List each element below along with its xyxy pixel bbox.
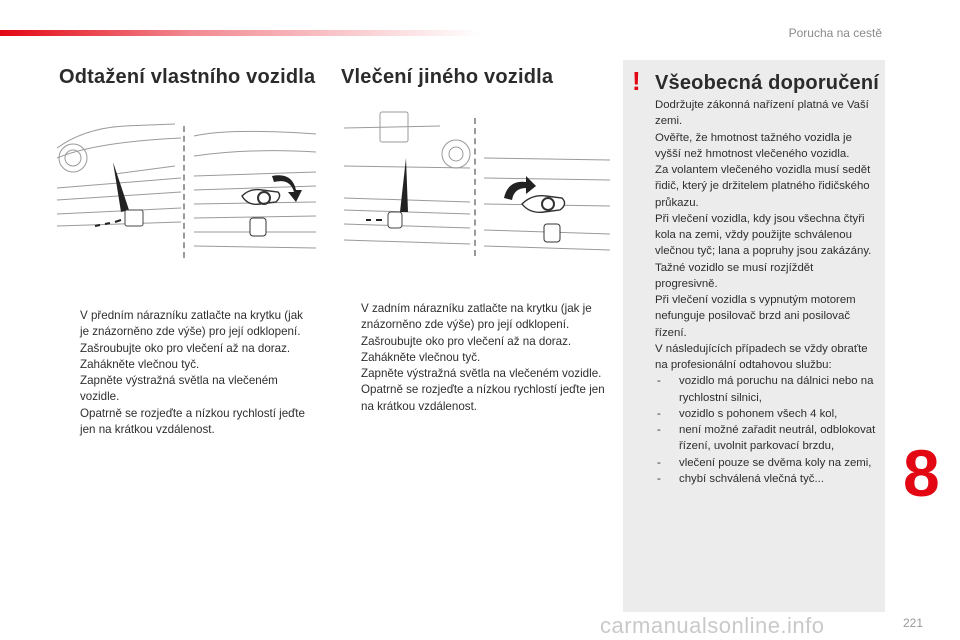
advice-paragraph: V následujících případech se vždy obraťte na profesionální odtahovou službu: [655,342,868,371]
header-accent-bar [0,30,480,36]
list-item: Zahákněte vlečnou tyč. [361,350,481,364]
front-towing-eye-illustration [190,126,318,258]
front-bumper-cover-illustration [55,118,183,242]
list-item: Zahákněte vlečnou tyč. [80,357,200,371]
professional-service-cases [655,373,877,487]
list-item: Zapněte výstražná světla na vlečeném vozidle. [80,374,278,404]
list-item: Zapněte výstražná světla na vlečeném vozidle. [361,367,602,381]
list-item: V předním nárazníku zatlačte na krytku (jak je znázorněno zde výše) pro její odklopení. [80,309,303,339]
list-item: V zadním nárazníku zatlačte na krytku (jak je znázorněno zde výše) pro její odklopení. [361,302,592,332]
list-item: - vozidlo s pohonem všech 4 kol, [657,407,838,420]
towing-other-vehicle-title: Vlečení jiného vozidla [341,66,554,88]
rear-towing-steps [341,301,606,415]
list-item: Opatrně se rozjeďte a nízkou rychlostí jeďte jen na krátkou vzdálenost. [80,406,305,437]
advice-paragraph: Při vlečení vozidla, kdy jsou všechna čtyři kola na zemi, vždy použijte schválenou vlečnou tyč; lana a popruhy jsou zakázány. [655,212,872,258]
rear-bumper-cover-illustration [340,108,473,256]
front-towing-steps [60,308,310,438]
list-item: Opatrně se rozjeďte a nízkou rychlostí jeďte jen na krátkou vzdálenost. [361,383,605,413]
general-advice-body [655,97,877,487]
list-item: - chybí schválená vlečná tyč... [657,472,824,485]
front-towing-title: Odtažení vlastního vozidla [59,66,316,88]
advice-paragraph: Ověřte, že hmotnost tažného vozidla je vyšší než hmotnost vlečeného vozidla. [655,131,852,160]
warning-icon: ! [632,66,641,96]
advice-paragraph: Tažné vozidlo se musí rozjíždět progresivně. [655,261,814,290]
list-item: - vlečení pouze se dvěma koly na zemi, [657,456,872,469]
advice-paragraph: Při vlečení vozidla s vypnutým motorem nefunguje posilovač brzd ani posilovač řízení. [655,294,856,339]
list-item: Zašroubujte oko pro vlečení až na doraz. [361,334,572,348]
chapter-number: 8 [903,436,940,510]
page-number: 221 [903,616,924,630]
section-title: Porucha na cestě [788,26,882,40]
watermark: carmanualsonline.info [600,613,825,638]
illustration-divider [474,118,478,256]
advice-paragraph: Za volantem vlečeného vozidla musí sedět řidič, který je držitelem platného řidičského průkazu. [655,164,871,209]
advice-paragraph: Dodržujte zákonná nařízení platná ve Vaší zemi. [655,99,869,128]
illustration-divider [183,126,187,258]
list-item: Zašroubujte oko pro vlečení až na doraz. [80,341,291,355]
general-advice-title: Všeobecná doporučení [655,72,880,94]
rear-towing-eye-illustration [482,150,612,260]
list-item: - není možné zařadit neutrál, odblokovat řízení, uvolnit parkovací brzdu, [657,424,876,453]
list-item: - vozidlo má poruchu na dálnici nebo na rychlostní silnici, [657,375,874,404]
